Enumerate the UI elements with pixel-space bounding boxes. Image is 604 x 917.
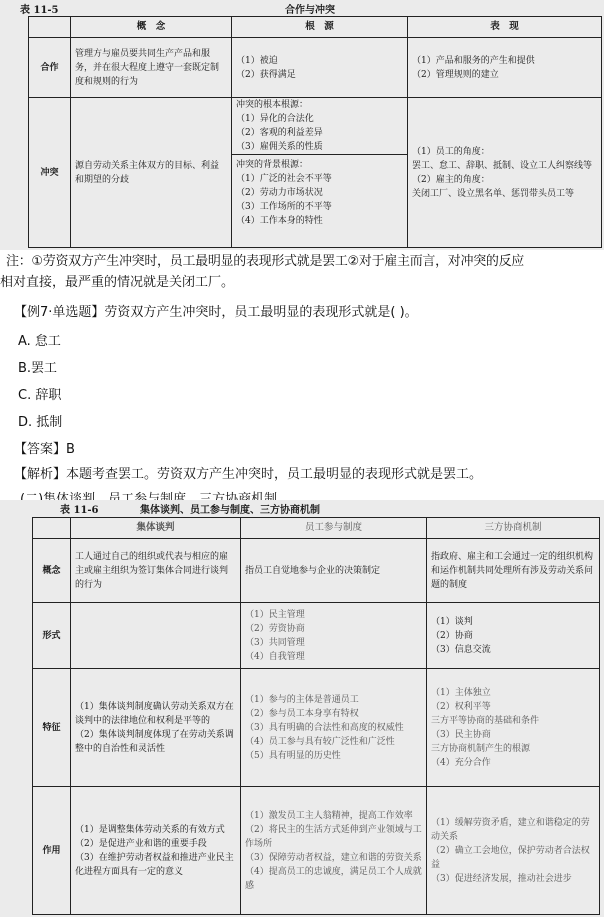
- table-title: 合作与冲突: [285, 4, 335, 16]
- list-item: （2）集体谈判制度体现了在劳动关系调整中的自治性和灵活性: [75, 729, 234, 754]
- list-item: （1）集体谈判制度确认劳动关系双方在谈判中的法律地位和权利是平等的: [75, 701, 234, 726]
- list-item: （2）管理规则的建立: [412, 69, 499, 80]
- list-item: （3）保障劳动者权益，建立和谐的劳资关系: [245, 852, 422, 863]
- list-item: （2）劳资协商: [245, 623, 305, 634]
- analysis: 【解析】本题考查罢工。劳资双方产生冲突时，员工最明显的表现形式就是罢工。: [14, 467, 483, 482]
- table-title: 集体谈判、员工参与制度、三方协商机制: [140, 504, 320, 516]
- cooperation-conflict-table: [28, 16, 602, 248]
- table-row: [33, 603, 600, 669]
- note-line-1: 注：①劳资双方产生冲突时，员工最明显的表现形式就是罢工②对于雇主而言，对冲突的反应: [6, 254, 525, 269]
- conflict-expressions: [408, 98, 602, 248]
- header-tripartite-consultation: 三方协商机制: [427, 518, 600, 539]
- row-label-concept: 概念: [33, 539, 71, 603]
- tc-form: [427, 603, 600, 669]
- list-item: 三方协商机制产生的根源: [431, 743, 531, 754]
- list-item: （3）在维护劳动者权益和推进产业民主化进程方面具有一定的意义: [75, 852, 234, 877]
- option-a: A. 怠工: [18, 334, 61, 349]
- list-item: （1）主体独立: [431, 687, 491, 698]
- cb-form: [71, 603, 241, 669]
- table-11-5-block: [0, 0, 604, 250]
- list-item: 关闭工厂、设立黑名单、惩罚带头员工等: [412, 188, 575, 199]
- list-item: （4）工作本身的特性: [236, 216, 323, 226]
- table-11-6-block: [0, 500, 604, 917]
- table-caption: [0, 500, 604, 516]
- header-expressions: 表 现: [408, 17, 602, 38]
- collective-bargaining-table: [32, 517, 600, 915]
- list-item: （3）工作场所的不平等: [236, 202, 332, 212]
- list-item: （1）缓解劳资矛盾，建立和谐稳定的劳动关系: [431, 817, 590, 842]
- list-item: （2）确立工会地位，保护劳动者合法权益: [431, 845, 590, 870]
- ep-effect: [241, 787, 427, 915]
- ep-form: [241, 603, 427, 669]
- note-block: [0, 251, 604, 293]
- row-label-cooperation: 合作: [29, 38, 71, 98]
- option-d: D. 抵制: [18, 415, 63, 430]
- table-row: [33, 669, 600, 787]
- list-item: （1）被迫: [236, 55, 278, 66]
- question-block: [14, 302, 604, 510]
- list-item: （3）促进经济发展，推动社会进步: [431, 873, 572, 884]
- cb-concept: 工人通过自己的组织或代表与相应的雇主或雇主组织为签订集体合同进行谈判的行为: [71, 539, 241, 603]
- list-item: （3）信息交流: [431, 644, 491, 655]
- option-b: B.罢工: [18, 361, 58, 376]
- list-item: 罢工、怠工、辞职、抵制、设立工人纠察线等: [412, 160, 593, 171]
- row-label-features: 特征: [33, 669, 71, 787]
- table-row: [33, 787, 600, 915]
- list-item: （2）获得满足: [236, 69, 296, 80]
- list-item: （1）是调整集体劳动关系的有效方式: [75, 824, 225, 835]
- header-roots: 根 源: [232, 17, 408, 38]
- roots-fundamental-title: 冲突的根本根源：: [236, 100, 309, 110]
- list-item: （3）具有明确的合法性和高度的权威性: [245, 722, 404, 733]
- list-item: （3）雇佣关系的性质: [236, 142, 323, 152]
- header-collective-bargaining: 集体谈判: [71, 518, 241, 539]
- header-employee-participation: 员工参与制度: [241, 518, 427, 539]
- tc-features: [427, 669, 600, 787]
- tc-concept: 指政府、雇主和工会通过一定的组织机构和运作机制共同处理所有涉及劳动关系问题的制度: [427, 539, 600, 603]
- option-c: C. 辞职: [18, 388, 62, 403]
- list-item: （1）激发员工主人翁精神，提高工作效率: [245, 810, 413, 821]
- list-item: （2）协商: [431, 630, 473, 641]
- list-item: （1）民主管理: [245, 609, 305, 620]
- list-item: （4）充分合作: [431, 757, 491, 768]
- list-item: （1）谈判: [431, 616, 473, 627]
- list-item: （2）雇主的角度：: [412, 174, 490, 185]
- list-item: （2）参与员工本身享有特权: [245, 708, 359, 719]
- list-item: （3）民主协商: [431, 729, 491, 740]
- ep-concept: 指员工自觉地参与企业的决策制定: [241, 539, 427, 603]
- table-caption: [0, 0, 604, 16]
- tc-effect: [427, 787, 600, 915]
- corner-cell: [29, 17, 71, 38]
- table-row: [29, 38, 602, 98]
- list-item: （2）将民主的生活方式延伸到产业领域与工作场所: [245, 824, 422, 849]
- row-label-form: 形式: [33, 603, 71, 669]
- cooperation-expressions: [408, 38, 602, 98]
- list-item: （1）产品和服务的产生和提供: [412, 55, 535, 66]
- roots-background-title: 冲突的背景根源：: [236, 160, 309, 170]
- note-line-2: 相对直接，最严重的情况就是关闭工厂。: [0, 275, 235, 290]
- conflict-concept: 源自劳动关系主体双方的目标、利益和期望的分歧: [71, 98, 232, 248]
- list-item: （3）共同管理: [245, 637, 305, 648]
- conflict-roots: [232, 98, 408, 248]
- list-item: 三方平等协商的基础和条件: [431, 715, 540, 726]
- list-item: （2）客观的利益差异: [236, 128, 323, 138]
- ep-features: [241, 669, 427, 787]
- cooperation-roots: [232, 38, 408, 98]
- table-row: [33, 539, 600, 603]
- list-item: （1）广泛的社会不平等: [236, 174, 332, 184]
- table-number: 表 11-5: [20, 4, 59, 16]
- roots-background: [232, 154, 407, 228]
- list-item: （4）提高员工的忠诚度，满足员工个人成就感: [245, 866, 422, 891]
- table-row: [29, 98, 602, 248]
- row-label-effect: 作用: [33, 787, 71, 915]
- list-item: （2）劳动力市场状况: [236, 188, 323, 198]
- header-concept: 概 念: [71, 17, 232, 38]
- answer: 【答案】B: [14, 442, 75, 457]
- cb-effect: [71, 787, 241, 915]
- list-item: （2）是促进产业和谐的重要手段: [75, 838, 207, 849]
- list-item: （4）自我管理: [245, 651, 305, 662]
- corner-cell: [33, 518, 71, 539]
- list-item: （1）参与的主体是普通员工: [245, 694, 359, 705]
- cooperation-concept: 管理方与雇员要共同生产产品和服务，并在很大程度上遵守一套既定制度和规则的行为: [71, 38, 232, 98]
- cb-features: [71, 669, 241, 787]
- list-item: （5）具有明显的历史性: [245, 750, 341, 761]
- row-label-conflict: 冲突: [29, 98, 71, 248]
- question-stem: 【例7·单选题】劳资双方产生冲突时，员工最明显的表现形式就是( )。: [14, 305, 418, 320]
- list-item: （1）员工的角度：: [412, 146, 490, 157]
- table-number: 表 11-6: [60, 504, 99, 516]
- list-item: （2）权利平等: [431, 701, 491, 712]
- list-item: （1）异化的合法化: [236, 114, 314, 124]
- list-item: （4）员工参与具有较广泛性和广泛性: [245, 736, 395, 747]
